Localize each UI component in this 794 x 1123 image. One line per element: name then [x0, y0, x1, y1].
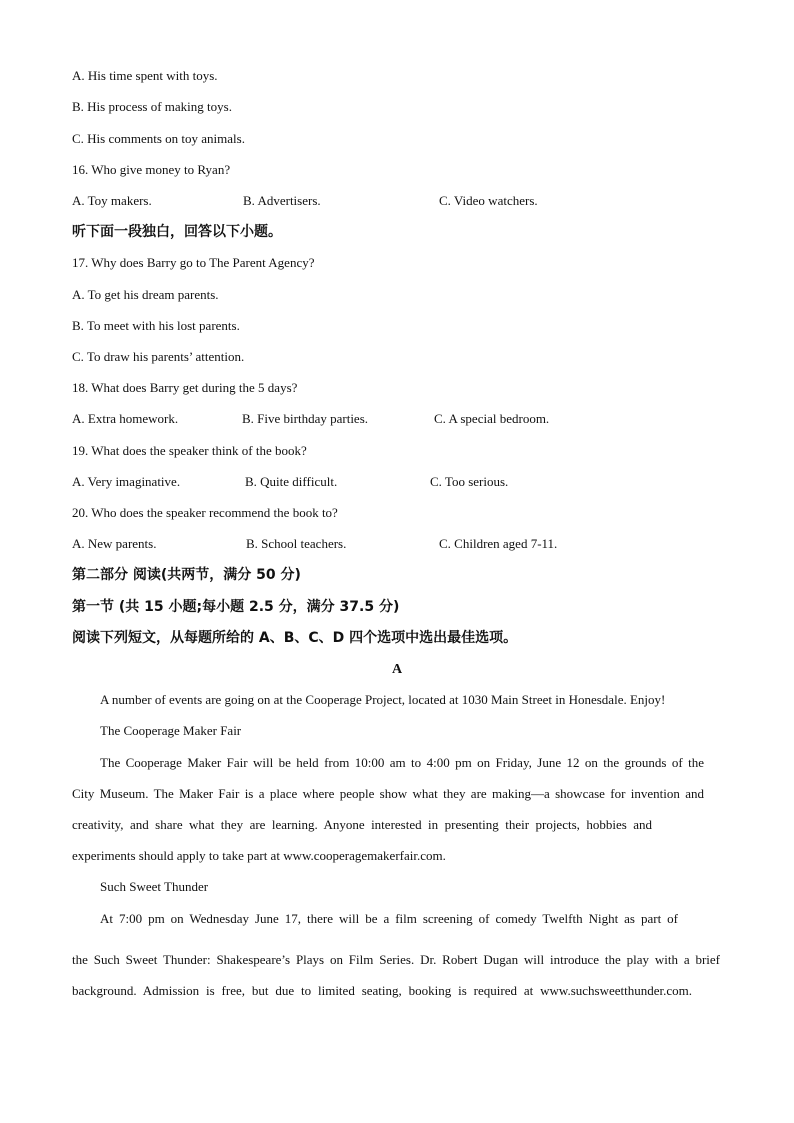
q15-option-c: C. His comments on toy animals. — [72, 131, 245, 146]
reading-instruction: 阅读下列短文，从每题所给的 A、B、C、D 四个选项中选出最佳选项。 — [72, 630, 518, 646]
q20-option-a: A. New parents. — [72, 536, 157, 551]
event1-title: The Cooperage Maker Fair — [100, 723, 242, 738]
q18-question: 18. What does Barry get during the 5 days? — [72, 380, 298, 395]
q18-option-b: B. Five birthday parties. — [242, 411, 369, 426]
q16-option-b: B. Advertisers. — [243, 193, 321, 208]
event1-line: City Museum. The Maker Fair is a place where people show what they are making—a showcase for invention and — [72, 786, 704, 801]
q17-option-b: B. To meet with his lost parents. — [72, 318, 240, 333]
event1-line: The Cooperage Maker Fair will be held from 10:00 am to 4:00 pm on Friday, June 12 on the grounds of the — [100, 755, 704, 770]
q17-question: 17. Why does Barry go to The Parent Agency? — [72, 255, 315, 270]
event2-line: background. Admission is free, but due to limited seating, booking is required at www.suchsweetthunder.com. — [72, 983, 692, 998]
q18-option-c: C. A special bedroom. — [434, 411, 550, 426]
q17-option-c: C. To draw his parents’ attention. — [72, 349, 245, 364]
passage-intro: A number of events are going on at the Cooperage Project, located at 1030 Main Street in Honesdale. Enjoy! — [100, 692, 666, 707]
event2-line: the Such Sweet Thunder: Shakespeare’s Plays on Film Series. Dr. Robert Dugan will introduce the play with a brief — [72, 952, 720, 967]
q20-option-c: C. Children aged 7-11. — [439, 536, 558, 551]
q19-option-c: C. Too serious. — [430, 474, 509, 489]
q19-question: 19. What does the speaker think of the book? — [72, 443, 307, 458]
q18-option-a: A. Extra homework. — [72, 411, 179, 426]
event1-line: creativity, and share what they are learning. Anyone interested in presenting their projects, hobbies and — [72, 817, 652, 832]
q15-option-a: A. His time spent with toys. — [72, 68, 218, 83]
section-monologue-heading: 听下面一段独白，回答以下小题。 — [72, 224, 282, 240]
q16-option-c: C. Video watchers. — [439, 193, 538, 208]
q19-option-a: A. Very imaginative. — [72, 474, 181, 489]
passage-label: A — [391, 662, 403, 677]
q16-option-a: A. Toy makers. — [72, 193, 152, 208]
event2-title: Such Sweet Thunder — [100, 879, 209, 894]
event1-line: experiments should apply to take part at www.cooperagemakerfair.com. — [72, 848, 446, 863]
section1-heading: 第一节 (共 15 小题;每小题 2.5 分，满分 37.5 分) — [72, 599, 400, 615]
q17-option-a: A. To get his dream parents. — [72, 287, 219, 302]
part2-heading: 第二部分 阅读(共两节，满分 50 分) — [72, 567, 301, 583]
q15-option-b: B. His process of making toys. — [72, 99, 232, 114]
q20-question: 20. Who does the speaker recommend the book to? — [72, 505, 338, 520]
q19-option-b: B. Quite difficult. — [245, 474, 338, 489]
event2-line: At 7:00 pm on Wednesday June 17, there will be a film screening of comedy Twelfth Night as part of — [100, 911, 678, 926]
q16-question: 16. Who give money to Ryan? — [72, 162, 231, 177]
q20-option-b: B. School teachers. — [246, 536, 347, 551]
